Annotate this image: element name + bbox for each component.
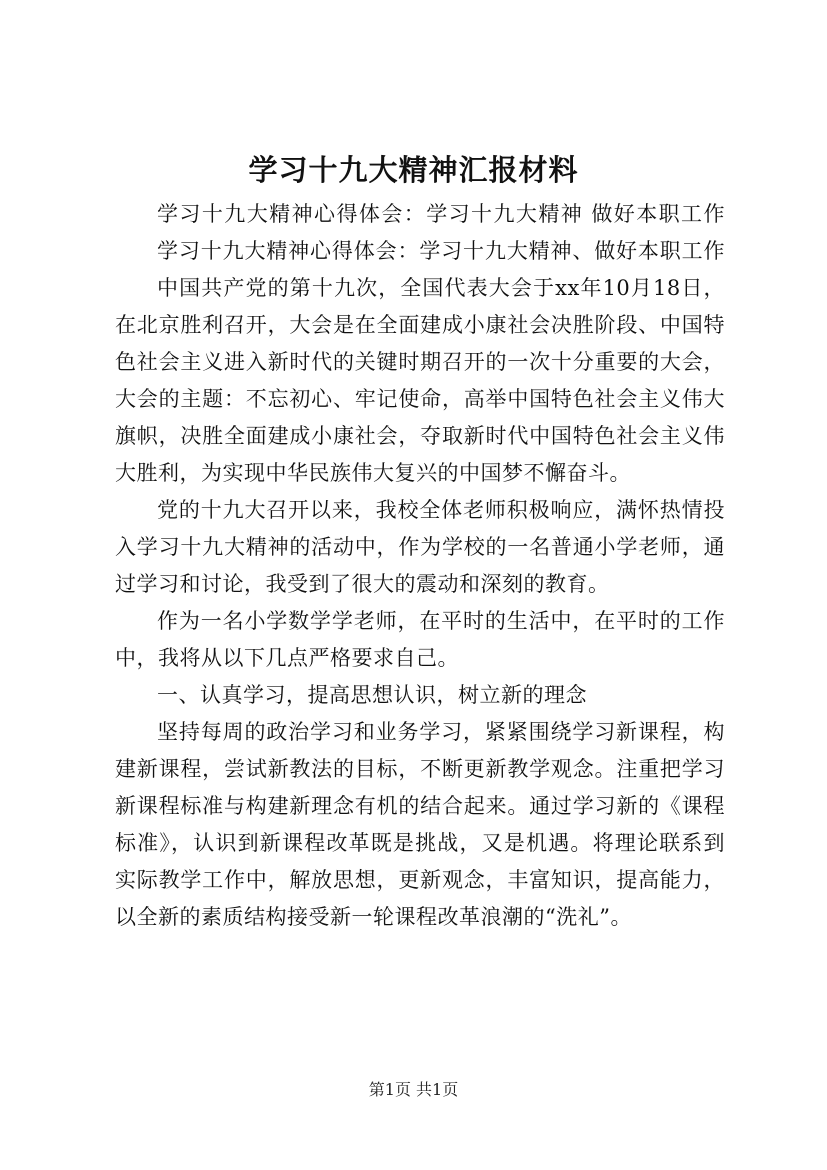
body-line: 大会的主题：不忘初心、牢记使命，高举中国特色社会主义伟大 [115, 387, 725, 411]
body-line: 旗帜，决胜全面建成小康社会，夺取新时代中国特色社会主义伟 [115, 424, 725, 448]
body-line: 新课程标准与构建新理念有机的结合起来。通过学习新的《课程 [115, 794, 725, 818]
body-line: 党的十九大召开以来，我校全体老师积极响应，满怀热情投 [157, 498, 725, 522]
body-line: 学习十九大精神心得体会：学习十九大精神 做好本职工作 [157, 202, 725, 226]
body-line: 建新课程，尝试新教法的目标，不断更新教学观念。注重把学习 [115, 757, 725, 781]
page-footer: 第1页 共1页 [368, 1080, 459, 1099]
body-line: 实际教学工作中，解放思想，更新观念，丰富知识，提高能力， [115, 868, 725, 892]
body-line: 中，我将从以下几点严格要求自己。 [115, 646, 459, 670]
body-line: 入学习十九大精神的活动中，作为学校的一名普通小学老师，通 [115, 535, 725, 559]
body-line: 作为一名小学数学学老师，在平时的生活中，在平时的工作 [157, 609, 725, 633]
body-line: 在北京胜利召开，大会是在全面建成小康社会决胜阶段、中国特 [115, 313, 725, 337]
document-body [115, 196, 725, 936]
document-title: 学习十九大精神汇报材料 [248, 153, 579, 187]
section-heading: 一、认真学习，提高思想认识，树立新的理念 [157, 683, 587, 707]
body-line: 标准》，认识到新课程改革既是挑战，又是机遇。将理论联系到 [115, 831, 725, 855]
body-line: 色社会主义进入新时代的关键时期召开的一次十分重要的大会， [115, 350, 725, 374]
body-line: 坚持每周的政治学习和业务学习，紧紧围绕学习新课程，构 [157, 720, 725, 744]
body-line: 学习十九大精神心得体会：学习十九大精神、做好本职工作 [157, 239, 725, 263]
body-line: 以全新的素质结构接受新一轮课程改革浪潮的“洗礼”。 [115, 905, 632, 929]
body-line: 中国共产党的第十九次，全国代表大会于xx年10月18日， [157, 276, 725, 300]
body-line: 过学习和讨论，我受到了很大的震动和深刻的教育。 [115, 572, 610, 596]
body-line: 大胜利，为实现中华民族伟大复兴的中国梦不懈奋斗。 [115, 461, 631, 485]
